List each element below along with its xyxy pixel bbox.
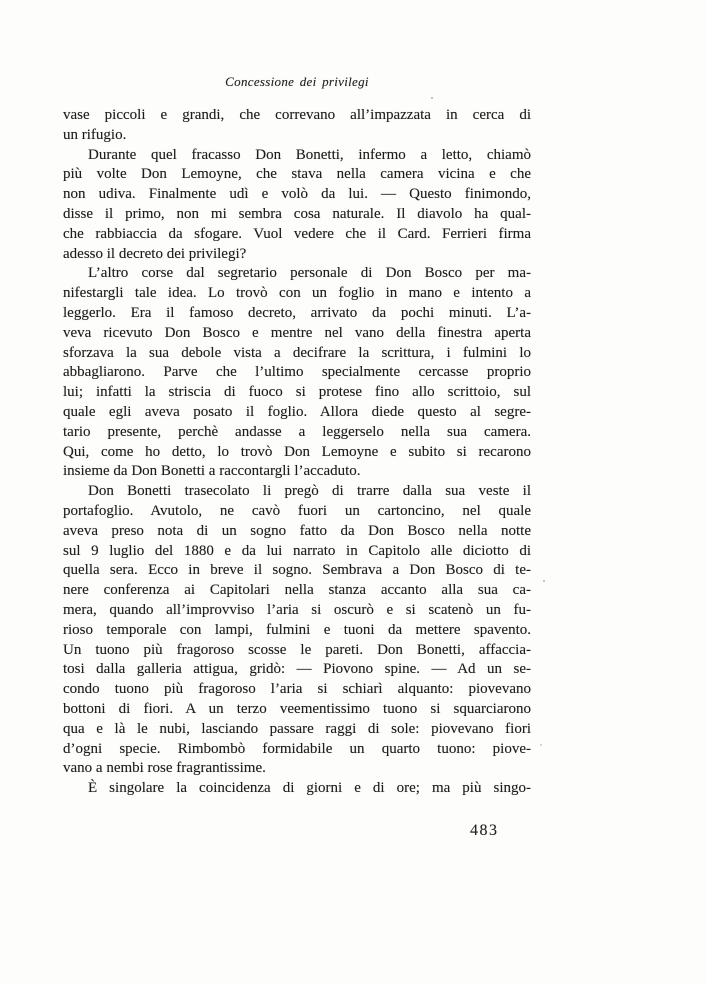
text-line: insieme da Don Bonetti a raccontargli l’accaduto. (63, 463, 361, 480)
text-line: abbagliarono. Parve che l’ultimo specialmente cercasse proprio (63, 364, 531, 381)
text-line: portafoglio. Avutolo, ne cavò fuori un cartoncino, nel quale (63, 502, 531, 519)
text-line: L’altro corse dal segretario personale di Don Bosco per ma- (88, 265, 531, 282)
text-line: mera, quando all’improvviso l’aria si oscurò e si scatenò un fu- (63, 601, 531, 618)
text-line: che rabbiaccia da sfogare. Vuol vedere che il Card. Ferrieri firma (63, 225, 531, 242)
page-number: 483 (470, 822, 499, 839)
text-line: lui; infatti la striscia di fuoco si protese fino allo scrittoio, sul (63, 384, 531, 401)
scan-speck (340, 628, 342, 629)
text-line: condo tuono più fragoroso l’aria si schiarì alquanto: piovevano (63, 681, 531, 698)
text-line: adesso il decreto dei privilegi? (63, 245, 247, 262)
text-line: bottoni di fiori. A un terzo veementissimo tuono si squarciarono (63, 700, 531, 717)
text-line: quale egli aveva posato il foglio. Allora diede questo al segre- (63, 403, 531, 420)
scan-speck (431, 97, 433, 99)
text-line: nifestargli tale idea. Lo trovò con un foglio in mano e intento a (63, 285, 531, 302)
text-line: rioso temporale con lampi, fulmini e tuoni da mettere spavento. (63, 621, 531, 638)
running-header: Concessione dei privilegi (225, 74, 369, 89)
text-line: non udiva. Finalmente udì e volò da lui. — Questo finimondo, (63, 186, 531, 203)
text-line: nere conferenza ai Capitolari nella stanza accanto alla sua ca- (63, 582, 531, 599)
text-line: sforzava la sua debole vista a decifrare la scrittura, i fulmini lo (63, 344, 531, 361)
text-line: veva ricevuto Don Bosco e mentre nel vano della finestra aperta (63, 324, 531, 341)
text-line: quella sera. Ecco in breve il sogno. Sembrava a Don Bosco di te- (63, 562, 531, 579)
text-line: d’ogni specie. Rimbombò formidabile un quarto tuono: piove- (63, 740, 531, 757)
text-line: È singolare la coincidenza di giorni e di ore; ma più singo- (88, 780, 531, 797)
scan-speck (543, 580, 545, 582)
text-line: Qui, come ho detto, lo trovò Don Lemoyne e subito si recarono (63, 443, 531, 460)
text-line: più volte Don Lemoyne, che stava nella camera vicina e che (63, 166, 531, 183)
text-line: un rifugio. (63, 126, 127, 143)
text-line: vase piccoli e grandi, che correvano all’impazzata in cerca di (63, 107, 531, 123)
text-line: leggerlo. Era il famoso decreto, arrivato da pochi minuti. L’a- (63, 304, 531, 321)
text-line: sul 9 luglio del 1880 e da lui narrato in Capitolo alle diciotto di (63, 542, 531, 559)
text-line: qua e là le nubi, lasciando passare raggi di sole: piovevano fiori (63, 720, 531, 737)
text-line: Durante quel fracasso Don Bonetti, infermo a letto, chiamò (88, 146, 531, 163)
text-line: disse il primo, non mi sembra cosa naturale. Il diavolo ha qual- (63, 205, 531, 222)
text-line: Un tuono più fragoroso scosse le pareti. Don Bonetti, affaccia- (63, 641, 531, 658)
text-block (63, 106, 531, 799)
text-line: tario presente, perchè andasse a leggerselo nella sua camera. (63, 423, 531, 440)
text-line: tosi dalla galleria attigua, gridò: — Piovono spine. — Ad un se- (63, 661, 531, 678)
scan-speck (540, 744, 542, 746)
text-line: vano a nembi rose fragrantissime. (63, 760, 266, 777)
text-line: aveva preso nota di un sogno fatto da Don Bosco nella notte (63, 522, 531, 539)
text-line: Don Bonetti trasecolato li pregò di trarre dalla sua veste il (88, 483, 531, 500)
